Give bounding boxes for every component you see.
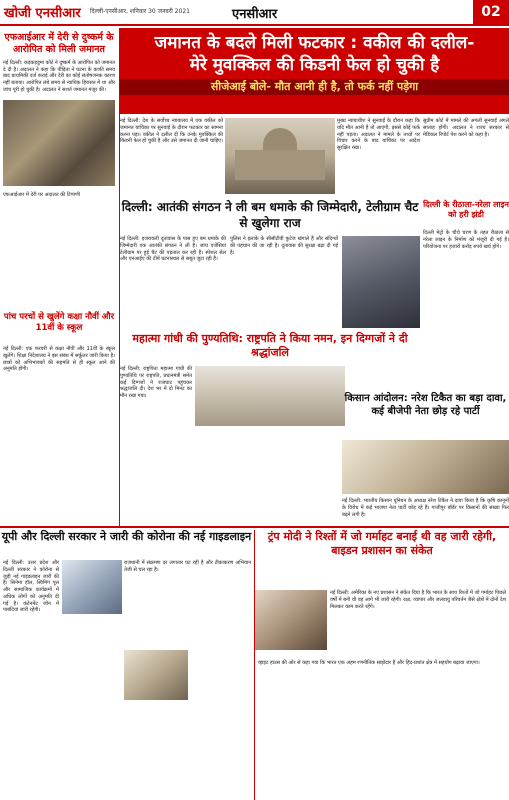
lead-headline-line1[interactable]: जमानत के बदले मिली फटकार : वकील की दलील- [154, 33, 475, 53]
court-dome-shape [263, 128, 297, 150]
lead-headline-line2[interactable]: मेरे मुवक्किल की किडनी फेल हो चुकी है [189, 55, 440, 76]
left-headline-2[interactable]: पांच परचों से खुलेंगे कक्षा नौवीं और 11वीं के स्कूल [3, 312, 115, 333]
leaders-photo [255, 590, 327, 650]
trump-body-2: व्हाइट हाउस की ओर से कहा गया कि भारत एक अहम रणनीतिक साझेदार है और हिंद-प्रशांत क्षेत्र में सहयोग बढ़ाया जाएगा। [258, 660, 480, 666]
left-body-2: नई दिल्ली: एक फरवरी से कक्षा नौवीं और 11वीं के स्कूल खुलेंगे। शिक्षा निदेशालय ने इस संबंध में सर्कुलर जारी किया है। छात्रों को अभिभावकों की सहमति से ही स्कूल आने की अनुमति होगी। [3, 346, 115, 373]
delhi-body-2: पुलिस ने इलाके के सीसीटीवी फुटेज खंगाले हैं और संदिग्धों की पहचान की जा रही है। दूतावास की सुरक्षा बढ़ा दी गई है। [230, 236, 338, 256]
gandhi-headline[interactable]: महात्मा गांधी की पुण्यतिथि: राष्ट्रपति ने किया नमन, इन दिग्गजों ने दी श्रद्धांजलि [132, 332, 408, 360]
supreme-court-photo [225, 118, 335, 194]
edition-date: दिल्ली-एनसीआर, शनिवार 30 जनवरी 2021 [90, 8, 190, 15]
kisan-headline[interactable]: किसान आंदोलन: नरेश टिकैत का बड़ा दावा, कई बीजेपी नेता छोड़ रहे पार्टी [344, 393, 507, 417]
rail-body: दिल्ली मेट्रो के चौथे चरण के तहत रीठाला से नरेला लाइन के निर्माण को मंजूरी दी गई है। परियोजना पर हजारों करोड़ रुपये खर्च होंगे। [423, 230, 509, 250]
lead-body-b: मुख्य न्यायाधीश ने सुनवाई के दौरान कहा कि यदि मौत आनी है तो आएगी, इससे कोई फर्क नहीं पड़ता। अदालत ने मामले के तथ्यों पर विचार करने के बाद याचिका पर आदेश सुरक्षित रखा। [337, 118, 420, 151]
court-building-shape [235, 150, 325, 180]
newspaper-logo: खोजी एनसीआर [4, 6, 81, 21]
delhi-body: नई दिल्ली: इजरायली दूतावास के पास हुए बम धमाके की जिम्मेदारी एक आतंकी संगठन ने ली है। जांच एजेंसियां टेलीग्राम पर हुई चैट की पड़ताल कर रही हैं। स्पेशल सेल और एनआईए की टीमें घटनास्थल से सबूत जुटा रही हैं। [120, 236, 226, 263]
left-column [0, 28, 118, 200]
kisan-body: नई दिल्ली: भारतीय किसान यूनियन के अध्यक्ष नरेश टिकैत ने दावा किया है कि कृषि कानूनों के विरोध में कई भाजपा नेता पार्टी छोड़ रहे हैं। गाजीपुर बॉर्डर पर किसानों की संख्या फिर बढ़ने लगी है। [342, 498, 509, 518]
gandhi-tribute-photo [195, 366, 345, 426]
column-divider-bottom [254, 530, 255, 800]
lead-body-c: सुप्रीम कोर्ट में मामले की अगली सुनवाई अगले सप्ताह होगी। अदालत ने राज्य सरकार से मेडिकल रिपोर्ट पेश करने को कहा है। [423, 118, 509, 138]
blast-site-photo [342, 236, 420, 328]
masthead [0, 0, 509, 26]
kisan-leader-photo [342, 440, 509, 494]
gandhi-body: नई दिल्ली: राष्ट्रपिता महात्मा गांधी की पुण्यतिथि पर राष्ट्रपति, प्रधानमंत्री समेत कई दिग्गजों ने राजघाट पहुंचकर श्रद्धांजलि दी। देश भर में दो मिनट का मौन रखा गया। [120, 366, 192, 399]
lead-body-a: नई दिल्ली: देश के सर्वोच्च न्यायालय में एक वकील को जमानत याचिका पर सुनवाई के दौरान फटकार का सामना करना पड़ा। वकील ने दलील दी कि उनके मुवक्किल की किडनी फेल हो चुकी है और उसे जमानत दी जानी चाहिए। [120, 118, 223, 145]
delhi-headline[interactable]: दिल्ली: आतंकी संगठन ने ली बम धमाके की जिम्मेदारी, टेलीग्राम चैट से खुलेगा राज [121, 200, 419, 230]
left-photo-caption: एफआईआर में देरी पर अदालत की टिप्पणी [3, 191, 80, 198]
lead-subheadline: सीजेआई बोले- मौत आनी ही है, तो फर्क नहीं पड़ेगा [120, 79, 509, 95]
left-body: नई दिल्ली: कड़कड़डूमा कोर्ट ने दुष्कर्म के आरोपित को जमानत दे दी है। अदालत ने कहा कि पीड़िता ने घटना के काफी समय बाद प्राथमिकी दर्ज कराई और देरी का कोई संतोषजनक कारण नहीं बताया। आरोपित लंबे समय से न्यायिक हिरासत में था और जांच पूरी हो चुकी है। अदालत ने सशर्त जमानत मंजूर की। [3, 59, 115, 93]
covid-vaccination-photo [124, 650, 188, 700]
left-headline[interactable]: एफआईआर में देरी से दुष्कर्म के आरोपित को मिली जमानत [4, 32, 114, 55]
covid-testing-photo [62, 560, 122, 614]
up-headline[interactable]: यूपी और दिल्ली सरकार ने जारी की कोरोना की नई गाइडलाइन [1, 530, 252, 543]
section-title: एनसीआर [232, 7, 278, 22]
horizontal-divider [0, 526, 509, 528]
up-body-2: राजधानी में संक्रमण दर लगातार घट रही है और टीकाकरण अभियान तेजी से चल रहा है। [124, 560, 251, 573]
up-body: नई दिल्ली: उत्तर प्रदेश और दिल्ली सरकार ने कोरोना से जुड़ी नई गाइडलाइन जारी की है। सिनेमा हॉल, स्विमिंग पूल और सामाजिक कार्यक्रमों में अधिक लोगों को अनुमति दी गई है। कंटेनमेंट जोन में पाबंदियां जारी रहेंगी। [3, 560, 59, 614]
page-number: 02 [473, 0, 509, 24]
trump-body: नई दिल्ली: अमेरिका के नए प्रशासन ने संकेत दिया है कि भारत के साथ रिश्तों में जो गर्माहट पिछले वर्षों में बनी थी वह आगे भी जारी रहेगी। रक्षा, व्यापार और जलवायु परिवर्तन जैसे क्षेत्रों में दोनों देश मिलकर काम करते रहेंगे। [330, 590, 506, 610]
trump-headline[interactable]: ट्रंप मोदी ने रिश्तों में जो गर्माहट बनाई थी वह जारी रहेगी, बाइडन प्रशासन का संकेत [267, 530, 497, 558]
left-photo [3, 100, 115, 186]
lead-headline-banner [120, 28, 509, 114]
rail-headline[interactable]: दिल्ली के रीठाला-नरेला लाइन को हरी झंडी [423, 200, 509, 220]
column-divider-left [119, 28, 120, 526]
